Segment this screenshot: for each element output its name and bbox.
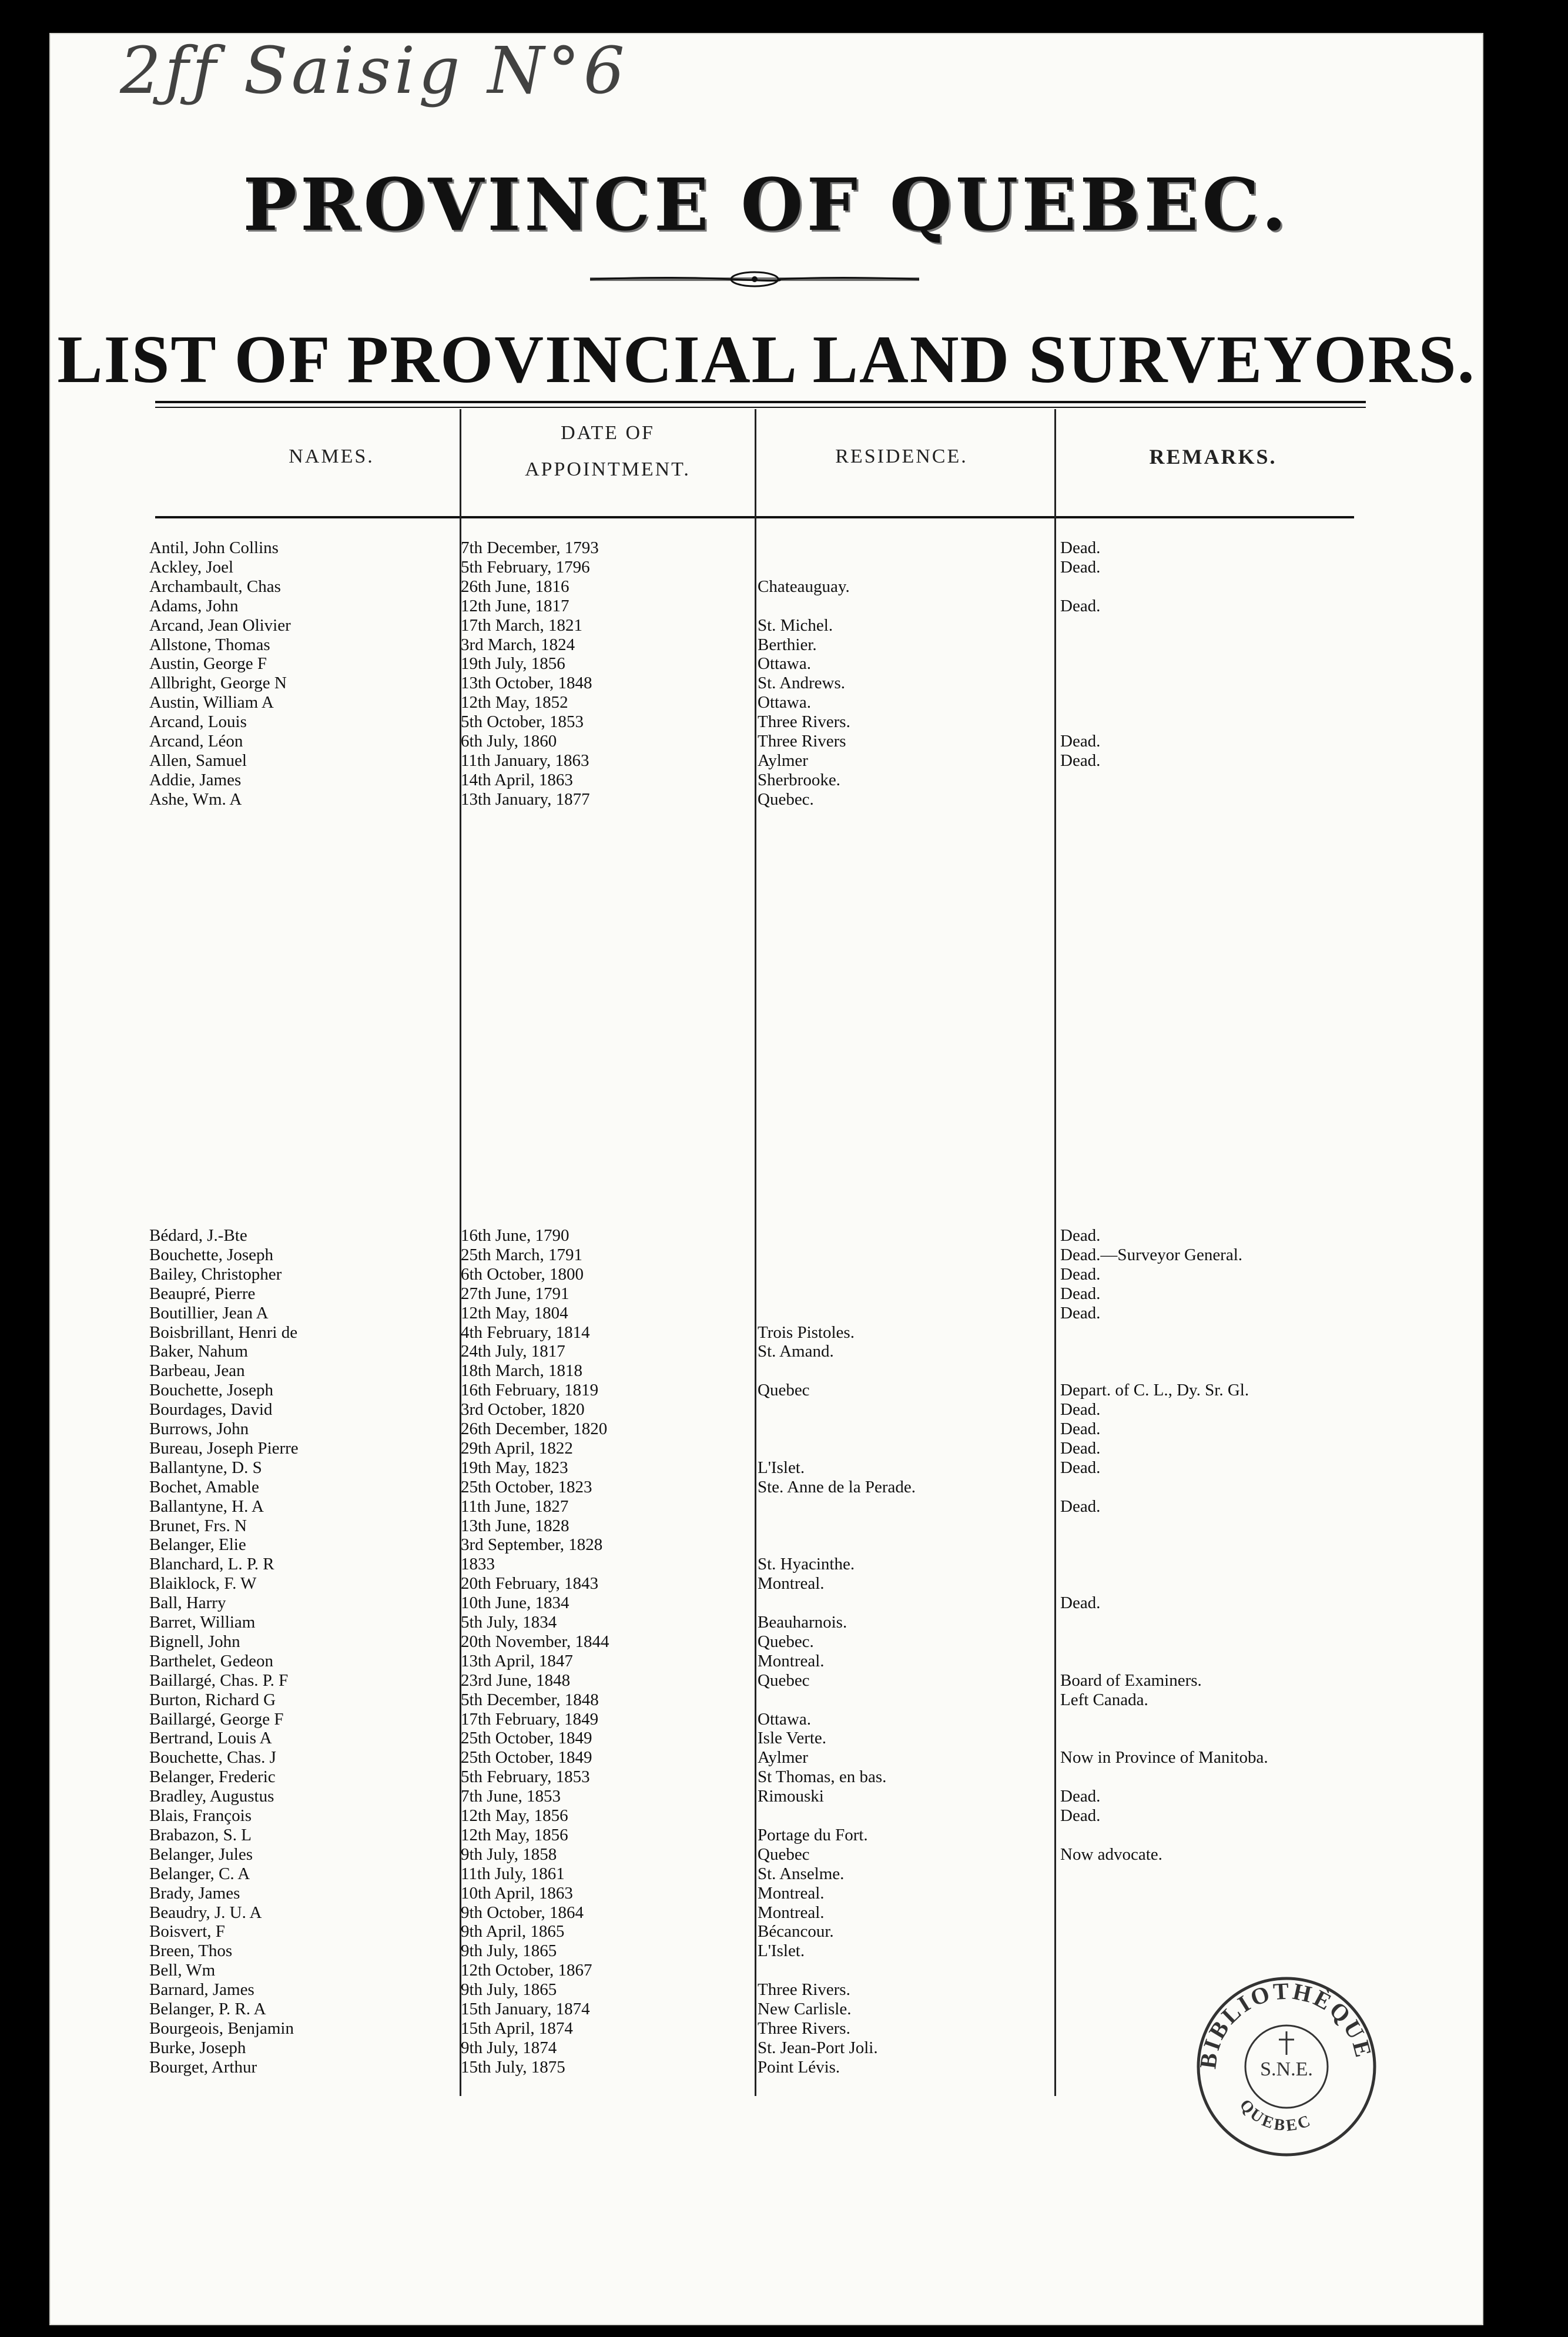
table-row	[49, 1555, 1483, 1573]
table-row	[49, 1400, 1483, 1419]
remarks-cell	[1060, 1323, 1425, 1342]
table-row	[49, 1748, 1483, 1767]
remarks-cell	[1060, 577, 1425, 596]
surveyor-name-cell: Allbright, George N	[149, 674, 287, 693]
appointment-date-cell: 12th May, 1852	[461, 693, 568, 712]
remarks-cell: Dead.	[1060, 1458, 1101, 1477]
residence-cell: Point Lévis.	[758, 2057, 840, 2077]
appointment-date-cell: 26th December, 1820	[461, 1419, 608, 1438]
remarks-cell: Dead.	[1060, 751, 1101, 770]
remarks-cell: Dead.	[1060, 1226, 1101, 1245]
remarks-cell	[1060, 1941, 1425, 1960]
table-row	[49, 1864, 1483, 1883]
residence-cell: Ste. Anne de la Perade.	[758, 1477, 916, 1496]
remarks-cell	[1060, 1767, 1425, 1786]
appointment-date-cell: 17th March, 1821	[461, 615, 582, 635]
residence-cell: St Thomas, en bas.	[758, 1767, 887, 1787]
surveyor-name-cell: Blais, François	[149, 1806, 252, 1825]
appointment-date-cell: 16th February, 1819	[461, 1381, 599, 1400]
table-row	[49, 1284, 1483, 1303]
table-row	[49, 1884, 1483, 1903]
remarks-cell	[1060, 1574, 1425, 1593]
table-row	[49, 1478, 1483, 1496]
surveyor-name-cell: Brabazon, S. L	[149, 1825, 252, 1844]
appointment-date-cell: 12th October, 1867	[461, 1961, 592, 1980]
table-row	[49, 674, 1483, 692]
table-row	[49, 1826, 1483, 1844]
surveyor-name-cell: Arcand, Léon	[149, 732, 243, 751]
table-row	[49, 693, 1483, 712]
table-row	[49, 1381, 1483, 1399]
residence-cell	[758, 1361, 1046, 1380]
residence-cell: Quebec	[758, 1844, 810, 1864]
appointment-date-cell: 11th June, 1827	[461, 1496, 569, 1516]
appointment-date-cell: 4th February, 1814	[461, 1322, 590, 1342]
remarks-cell: Dead.	[1060, 1438, 1101, 1458]
remarks-cell	[1060, 1613, 1425, 1632]
appointment-date-cell: 13th October, 1848	[461, 674, 592, 693]
table-row	[49, 1671, 1483, 1690]
appointment-date-cell: 7th December, 1793	[461, 538, 599, 557]
remarks-cell	[1060, 1826, 1425, 1844]
residence-cell: Sherbrooke.	[758, 770, 840, 789]
table-row	[49, 790, 1483, 809]
table-row	[49, 635, 1483, 654]
surveyor-name-cell: Brady, James	[149, 1883, 240, 1903]
surveyor-name-cell: Bourgeois, Benjamin	[149, 2018, 294, 2038]
remarks-cell: Dead.	[1060, 1787, 1101, 1806]
table-row	[49, 654, 1483, 673]
appointment-date-cell: 12th May, 1856	[461, 1806, 568, 1825]
table-row	[49, 1613, 1483, 1632]
residence-cell: Three Rivers.	[758, 2018, 850, 2038]
appointment-date-cell: 10th June, 1834	[461, 1593, 569, 1613]
remarks-cell	[1060, 1884, 1425, 1903]
remarks-cell: Dead.	[1060, 557, 1101, 577]
surveyor-name-cell: Beaupré, Pierre	[149, 1284, 256, 1303]
surveyor-name-cell: Brunet, Frs. N	[149, 1516, 247, 1535]
appointment-date-cell: 6th October, 1800	[461, 1264, 584, 1284]
remarks-cell	[1060, 1922, 1425, 1941]
column-header-remarks: REMARKS.	[1149, 445, 1277, 468]
residence-cell: St. Jean-Port Joli.	[758, 2038, 878, 2057]
top-rule	[155, 401, 1366, 403]
residence-cell: Montreal.	[758, 1883, 825, 1903]
appointment-date-cell: 13th April, 1847	[461, 1651, 573, 1670]
remarks-cell	[1060, 1729, 1425, 1747]
remarks-cell	[1060, 1361, 1425, 1380]
remarks-cell: Left Canada.	[1060, 1690, 1148, 1709]
surveyor-name-cell: Barnard, James	[149, 1980, 254, 2000]
surveyor-name-cell: Barbeau, Jean	[149, 1361, 245, 1381]
table-row	[49, 558, 1483, 577]
appointment-date-cell: 15th January, 1874	[461, 2000, 590, 2018]
residence-cell: L'Islet.	[758, 1941, 805, 1961]
appointment-date-cell: 9th October, 1864	[461, 1903, 584, 1922]
appointment-date-cell: 11th January, 1863	[461, 751, 589, 770]
surveyor-name-cell: Boisbrillant, Henri de	[149, 1322, 298, 1342]
table-row	[49, 1304, 1483, 1322]
appointment-date-cell: 23rd June, 1848	[461, 1670, 571, 1690]
column-header-date	[461, 415, 755, 488]
residence-cell: Ottawa.	[758, 1709, 811, 1729]
surveyor-name-cell: Barthelet, Gedeon	[149, 1651, 273, 1670]
surveyor-name-cell: Arcand, Louis	[149, 712, 247, 732]
remarks-cell	[1060, 693, 1425, 712]
svg-text:BIBLIOTHÈQUE	[1194, 1977, 1378, 2070]
residence-cell: L'Islet.	[758, 1458, 805, 1477]
surveyor-name-cell: Austin, William A	[149, 693, 274, 712]
appointment-date-cell: 10th April, 1863	[461, 1883, 573, 1903]
table-row	[49, 1361, 1483, 1380]
residence-cell: St. Michel.	[758, 615, 833, 635]
remarks-cell	[1060, 1478, 1425, 1496]
remarks-cell	[1060, 712, 1425, 731]
residence-cell: Quebec.	[758, 1632, 814, 1651]
residence-cell	[758, 1806, 1046, 1825]
remarks-cell: Dead.	[1060, 538, 1101, 557]
residence-cell: St. Anselme.	[758, 1864, 845, 1883]
column-header-date-line2: APPOINTMENT.	[525, 458, 691, 480]
surveyor-name-cell: Bell, Wm	[149, 1961, 216, 1980]
appointment-date-cell: 27th June, 1791	[461, 1284, 569, 1303]
table-row	[49, 1516, 1483, 1535]
surveyor-name-cell: Ashe, Wm. A	[149, 789, 242, 809]
remarks-cell	[1060, 674, 1425, 692]
surveyor-name-cell: Bédard, J.-Bte	[149, 1226, 247, 1245]
surveyor-name-cell: Adams, John	[149, 596, 239, 615]
residence-cell	[758, 1961, 1046, 1980]
remarks-cell	[1060, 1710, 1425, 1729]
residence-cell: Quebec	[758, 1670, 810, 1690]
surveyor-name-cell: Addie, James	[149, 770, 242, 789]
remarks-cell	[1060, 1555, 1425, 1573]
remarks-cell	[1060, 771, 1425, 789]
table-row	[49, 1941, 1483, 1960]
table-row	[49, 1226, 1483, 1245]
residence-cell: Trois Pistoles.	[758, 1322, 855, 1342]
appointment-date-cell: 18th March, 1818	[461, 1361, 582, 1381]
appointment-date-cell: 9th July, 1865	[461, 1980, 557, 2000]
residence-cell	[758, 1304, 1046, 1322]
surveyor-name-cell: Archambault, Chas	[149, 577, 281, 596]
appointment-date-cell: 9th April, 1865	[461, 1922, 565, 1941]
appointment-date-cell: 5th July, 1834	[461, 1613, 557, 1632]
remarks-cell	[1060, 1342, 1425, 1361]
province-heading: PROVINCE OF QUEBEC.	[243, 162, 1290, 247]
remarks-cell	[1060, 654, 1425, 673]
stamp-bottom-text: QUEBEC	[1235, 2095, 1315, 2135]
surveyor-name-cell: Breen, Thos	[149, 1941, 233, 1961]
surveyor-name-cell: Bouchette, Joseph	[149, 1245, 274, 1264]
residence-cell: St. Andrews.	[758, 674, 846, 693]
appointment-date-cell: 29th April, 1822	[461, 1438, 573, 1458]
appointment-date-cell: 25th March, 1791	[461, 1245, 582, 1264]
residence-cell: Ottawa.	[758, 693, 811, 712]
table-row	[49, 538, 1483, 557]
surveyor-name-cell: Baker, Nahum	[149, 1342, 248, 1361]
appointment-date-cell: 5th October, 1853	[461, 712, 584, 732]
table-row	[49, 1806, 1483, 1825]
column-header-names: NAMES.	[289, 446, 374, 467]
appointment-date-cell: 20th November, 1844	[461, 1632, 609, 1651]
appointment-date-cell: 17th February, 1849	[461, 1709, 599, 1729]
residence-cell	[758, 1245, 1046, 1264]
table-row	[49, 1690, 1483, 1709]
residence-cell: Three Rivers.	[758, 712, 850, 732]
surveyor-name-cell: Bourdages, David	[149, 1400, 273, 1419]
table-row	[49, 597, 1483, 615]
surveyor-name-cell: Baillargé, George F	[149, 1709, 284, 1729]
remarks-cell	[1060, 1652, 1425, 1670]
table-row	[49, 1439, 1483, 1458]
residence-cell: Aylmer	[758, 751, 808, 770]
surveyor-name-cell: Bailey, Christopher	[149, 1264, 282, 1284]
appointment-date-cell: 19th May, 1823	[461, 1458, 568, 1477]
residence-cell	[758, 538, 1046, 557]
table-row	[49, 1497, 1483, 1516]
table-row	[49, 1632, 1483, 1651]
residence-cell	[758, 1593, 1046, 1612]
remarks-cell	[1060, 635, 1425, 654]
residence-cell: Isle Verte.	[758, 1729, 827, 1748]
appointment-date-cell: 12th June, 1817	[461, 596, 569, 615]
remarks-cell: Dead.	[1060, 596, 1101, 615]
residence-cell	[758, 1516, 1046, 1535]
residence-cell: Three Rivers	[758, 732, 846, 751]
residence-cell: Ottawa.	[758, 654, 811, 674]
remarks-cell: Dead.—Surveyor General.	[1060, 1245, 1243, 1264]
residence-cell: Aylmer	[758, 1748, 808, 1767]
residence-cell	[758, 558, 1046, 577]
table-row	[49, 577, 1483, 596]
remarks-cell: Now advocate.	[1060, 1844, 1162, 1864]
surveyor-name-cell: Belanger, Frederic	[149, 1767, 276, 1787]
residence-cell: St. Hyacinthe.	[758, 1555, 855, 1574]
table-row	[49, 1323, 1483, 1342]
appointment-date-cell: 12th May, 1856	[461, 1825, 568, 1844]
residence-cell: Beauharnois.	[758, 1613, 847, 1632]
appointment-date-cell: 15th July, 1875	[461, 2057, 565, 2077]
table-row	[49, 1652, 1483, 1670]
ornament-divider-icon	[590, 270, 919, 288]
surveyor-name-cell: Belanger, Elie	[149, 1535, 246, 1555]
surveyor-name-cell: Bureau, Joseph Pierre	[149, 1438, 299, 1458]
table-row	[49, 1710, 1483, 1729]
appointment-date-cell: 9th July, 1874	[461, 2038, 557, 2057]
residence-cell	[758, 1690, 1046, 1709]
surveyor-name-cell: Barret, William	[149, 1613, 256, 1632]
surveyor-name-cell: Ballantyne, D. S	[149, 1458, 262, 1477]
surveyor-name-cell: Burke, Joseph	[149, 2038, 246, 2057]
surveyor-name-cell: Burrows, John	[149, 1419, 249, 1438]
surveyor-name-cell: Bourget, Arthur	[149, 2057, 257, 2077]
library-stamp	[1184, 1967, 1389, 2161]
appointment-date-cell: 7th June, 1853	[461, 1787, 561, 1806]
appointment-date-cell: 24th July, 1817	[461, 1342, 565, 1361]
remarks-cell: Dead.	[1060, 1806, 1101, 1825]
remarks-cell: Depart. of C. L., Dy. Sr. Gl.	[1060, 1381, 1249, 1400]
table-row	[49, 1535, 1483, 1554]
surveyor-name-cell: Boisvert, F	[149, 1922, 225, 1941]
table-row	[49, 1265, 1483, 1284]
residence-cell: Berthier.	[758, 635, 817, 654]
surveyor-name-cell: Belanger, C. A	[149, 1864, 250, 1883]
appointment-date-cell: 6th July, 1860	[461, 732, 557, 751]
stamp-arc-text: BIBLIOTHÈQUE	[1194, 1977, 1378, 2071]
appointment-date-cell: 14th April, 1863	[461, 770, 573, 789]
column-header-residence: RESIDENCE.	[835, 446, 968, 467]
remarks-cell: Board of Examiners.	[1060, 1670, 1202, 1690]
remarks-cell: Dead.	[1060, 732, 1101, 751]
residence-cell	[758, 1439, 1046, 1458]
appointment-date-cell: 12th May, 1804	[461, 1303, 568, 1322]
table-row	[49, 1729, 1483, 1747]
handwritten-note: 2ƒƒ Saisig N°6	[120, 33, 628, 108]
remarks-cell	[1060, 1903, 1425, 1922]
residence-cell: Chateauguay.	[758, 577, 850, 596]
table-row	[49, 1845, 1483, 1864]
table-row	[49, 616, 1483, 635]
table-row	[49, 1342, 1483, 1361]
surveyor-name-cell: Bignell, John	[149, 1632, 240, 1651]
surveyor-name-cell: Bouchette, Joseph	[149, 1381, 274, 1400]
appointment-date-cell: 1833	[461, 1555, 495, 1574]
residence-cell: Bécancour.	[758, 1922, 834, 1941]
stamp-center-text: S.N.E.	[1260, 2058, 1313, 2080]
surveyor-name-cell: Ballantyne, H. A	[149, 1496, 264, 1516]
document-title: LIST OF PROVINCIAL LAND SURVEYORS.	[57, 322, 1476, 397]
surveyor-name-cell: Allen, Samuel	[149, 751, 247, 770]
table-row	[49, 712, 1483, 731]
table-row	[49, 1245, 1483, 1264]
remarks-cell: Dead.	[1060, 1264, 1101, 1284]
residence-cell	[758, 1400, 1046, 1419]
appointment-date-cell: 15th April, 1874	[461, 2018, 573, 2038]
appointment-date-cell: 5th February, 1796	[461, 557, 590, 577]
appointment-date-cell: 16th June, 1790	[461, 1226, 569, 1245]
surveyor-name-cell: Bochet, Amable	[149, 1477, 259, 1496]
surveyor-name-cell: Ackley, Joel	[149, 557, 234, 577]
residence-cell: Quebec.	[758, 789, 814, 809]
surveyor-name-cell: Baillargé, Chas. P. F	[149, 1670, 289, 1690]
top-rule-thin	[155, 407, 1366, 408]
residence-cell: Montreal.	[758, 1574, 825, 1593]
appointment-date-cell: 13th June, 1828	[461, 1516, 569, 1535]
remarks-cell	[1060, 1535, 1425, 1554]
remarks-cell	[1060, 1864, 1425, 1883]
table-row	[49, 1767, 1483, 1786]
table-row	[49, 1903, 1483, 1922]
appointment-date-cell: 5th December, 1848	[461, 1690, 599, 1709]
surveyor-name-cell: Allstone, Thomas	[149, 635, 270, 654]
table-row	[49, 751, 1483, 770]
residence-cell	[758, 1265, 1046, 1284]
residence-cell	[758, 1535, 1046, 1554]
residence-cell	[758, 1419, 1046, 1438]
appointment-date-cell: 25th October, 1849	[461, 1729, 592, 1748]
surveyor-name-cell: Bradley, Augustus	[149, 1787, 274, 1806]
document-page	[49, 33, 1483, 2325]
svg-text:QUEBEC	[1236, 2096, 1315, 2135]
appointment-date-cell: 19th July, 1856	[461, 654, 565, 674]
appointment-date-cell: 5th February, 1853	[461, 1767, 590, 1787]
surveyor-name-cell: Bertrand, Louis A	[149, 1729, 272, 1748]
surveyor-name-cell: Beaudry, J. U. A	[149, 1903, 262, 1922]
surveyor-name-cell: Austin, George F	[149, 654, 267, 674]
appointment-date-cell: 25th October, 1849	[461, 1748, 592, 1767]
residence-cell: Montreal.	[758, 1903, 825, 1922]
surveyor-name-cell: Belanger, P. R. A	[149, 2000, 266, 2018]
residence-cell: Three Rivers.	[758, 1980, 850, 2000]
remarks-cell	[1060, 616, 1425, 635]
remarks-cell: Now in Province of Manitoba.	[1060, 1748, 1268, 1767]
remarks-cell	[1060, 1516, 1425, 1535]
appointment-date-cell: 3rd September, 1828	[461, 1535, 603, 1555]
table-row	[49, 1922, 1483, 1941]
remarks-cell	[1060, 1632, 1425, 1651]
appointment-date-cell: 3rd March, 1824	[461, 635, 575, 654]
appointment-date-cell: 13th January, 1877	[461, 789, 590, 809]
residence-cell	[758, 1284, 1046, 1303]
appointment-date-cell: 26th June, 1816	[461, 577, 569, 596]
remarks-cell: Dead.	[1060, 1419, 1101, 1438]
table-row	[49, 1458, 1483, 1477]
remarks-cell: Dead.	[1060, 1593, 1101, 1613]
surveyor-name-cell: Antil, John Collins	[149, 538, 279, 557]
table-row	[49, 1593, 1483, 1612]
surveyor-name-cell: Arcand, Jean Olivier	[149, 615, 291, 635]
residence-cell	[758, 597, 1046, 615]
appointment-date-cell: 20th February, 1843	[461, 1574, 599, 1593]
surveyor-name-cell: Bouchette, Chas. J	[149, 1748, 276, 1767]
surveyor-name-cell: Burton, Richard G	[149, 1690, 276, 1709]
surveyor-name-cell: Blanchard, L. P. R	[149, 1555, 274, 1574]
appointment-date-cell: 9th July, 1858	[461, 1844, 557, 1864]
residence-cell: Portage du Fort.	[758, 1825, 868, 1844]
table-row	[49, 1574, 1483, 1593]
remarks-cell: Dead.	[1060, 1400, 1101, 1419]
remarks-cell: Dead.	[1060, 1303, 1101, 1322]
column-header-date-line1: DATE OF	[561, 422, 655, 444]
residence-cell: Rimouski	[758, 1787, 824, 1806]
remarks-cell	[1060, 790, 1425, 809]
residence-cell: Quebec	[758, 1381, 810, 1400]
residence-cell: Montreal.	[758, 1651, 825, 1670]
appointment-date-cell: 11th July, 1861	[461, 1864, 565, 1883]
remarks-cell: Dead.	[1060, 1284, 1101, 1303]
table-row	[49, 1787, 1483, 1806]
table-row	[49, 732, 1483, 751]
appointment-date-cell: 25th October, 1823	[461, 1477, 592, 1496]
appointment-date-cell: 9th July, 1865	[461, 1941, 557, 1961]
surveyor-name-cell: Belanger, Jules	[149, 1844, 253, 1864]
appointment-date-cell: 3rd October, 1820	[461, 1400, 585, 1419]
surveyor-name-cell: Boutillier, Jean A	[149, 1303, 269, 1322]
remarks-cell: Dead.	[1060, 1496, 1101, 1516]
residence-cell: St. Amand.	[758, 1342, 834, 1361]
table-row	[49, 771, 1483, 789]
surveyor-name-cell: Blaiklock, F. W	[149, 1574, 257, 1593]
residence-cell	[758, 1497, 1046, 1516]
residence-cell: New Carlisle.	[758, 2000, 852, 2018]
surveyor-name-cell: Ball, Harry	[149, 1593, 226, 1613]
table-row	[49, 1419, 1483, 1438]
residence-cell	[758, 1226, 1046, 1245]
